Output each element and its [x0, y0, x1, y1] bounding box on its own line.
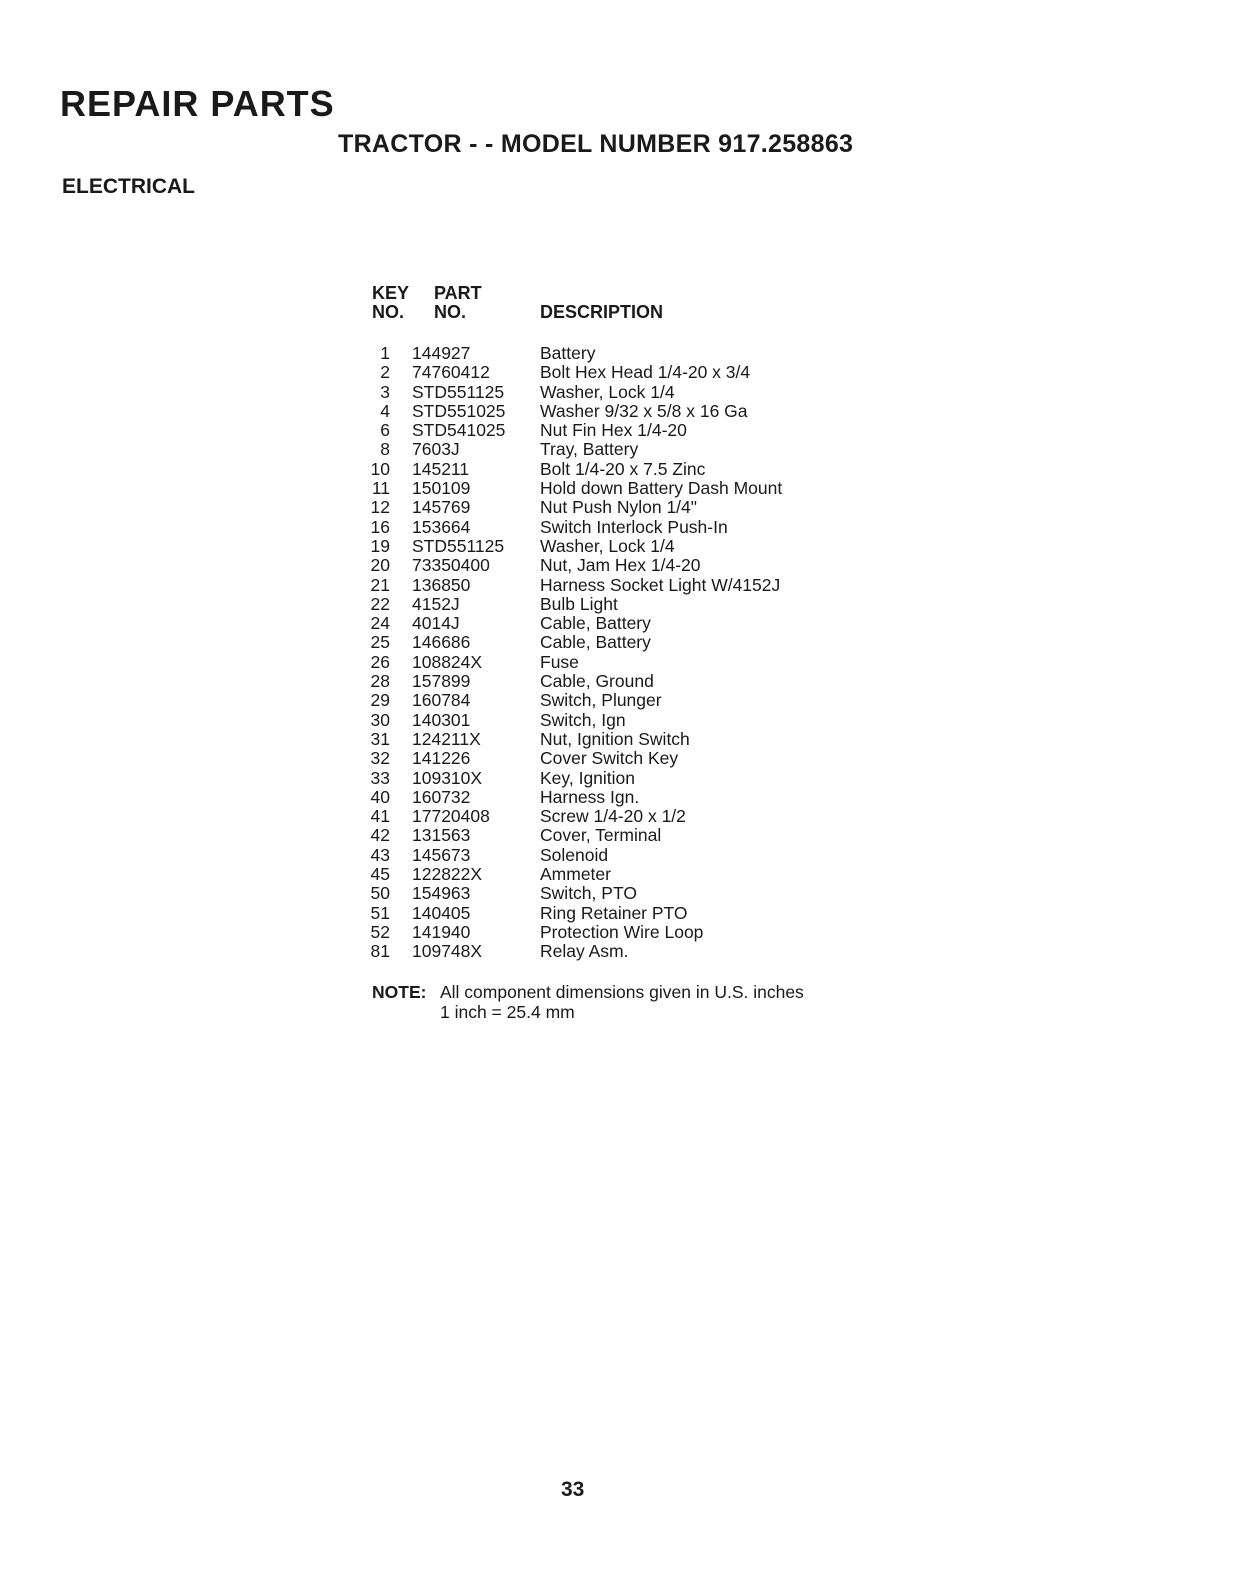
part-description: Switch Interlock Push-In	[540, 516, 728, 537]
key-no: 41	[370, 806, 390, 827]
part-description: Hold down Battery Dash Mount	[540, 478, 783, 499]
part-no: STD551125	[412, 535, 505, 556]
key-no: 8	[380, 439, 390, 460]
list-item	[370, 653, 890, 672]
part-no: 109748X	[412, 941, 483, 962]
description-header: DESCRIPTION	[540, 302, 664, 322]
list-item	[370, 749, 890, 768]
key-no: 25	[370, 632, 390, 653]
key-no: 51	[370, 902, 390, 923]
note-label: NOTE:	[372, 982, 427, 1002]
part-header-line2: NO.	[434, 302, 467, 322]
part-no: 150109	[412, 478, 471, 499]
list-item	[370, 518, 890, 537]
list-item	[370, 826, 890, 845]
part-description: Fuse	[540, 651, 579, 672]
key-no: 3	[380, 381, 390, 402]
part-no: 4014J	[412, 613, 460, 634]
part-description: Tray, Battery	[540, 439, 639, 460]
list-item	[370, 923, 890, 942]
list-item	[370, 576, 890, 595]
key-no: 21	[370, 574, 390, 595]
list-item	[370, 846, 890, 865]
part-no: 122822X	[412, 864, 483, 885]
key-no: 30	[370, 709, 390, 730]
part-no: 154963	[412, 883, 471, 904]
list-item	[370, 730, 890, 749]
part-no: 140405	[412, 902, 471, 923]
list-item	[370, 942, 890, 961]
list-item	[370, 421, 890, 440]
list-item	[370, 672, 890, 691]
part-no: 157899	[412, 671, 471, 692]
key-no: 2	[380, 362, 390, 383]
part-description: Key, Ignition	[540, 767, 636, 788]
part-no: 160784	[412, 690, 471, 711]
list-item	[370, 807, 890, 826]
key-no: 22	[370, 593, 390, 614]
part-no: 109310X	[412, 767, 483, 788]
part-description: Battery	[540, 343, 596, 363]
key-no: 12	[370, 497, 390, 518]
part-description: Switch, PTO	[540, 883, 637, 904]
part-description: Switch, Ign	[540, 709, 626, 730]
list-item	[370, 788, 890, 807]
list-item	[370, 383, 890, 402]
note-line-2: 1 inch = 25.4 mm	[440, 1001, 575, 1022]
page-number: 33	[561, 1478, 585, 1501]
list-item	[370, 614, 890, 633]
part-description: Ammeter	[540, 864, 611, 885]
part-description: Harness Ign.	[540, 786, 640, 807]
part-description: Screw 1/4-20 x 1/2	[540, 806, 686, 827]
part-description: Switch, Plunger	[540, 690, 662, 711]
list-item	[370, 402, 890, 421]
part-description: Cable, Battery	[540, 632, 651, 653]
list-item	[370, 344, 890, 363]
key-no: 24	[370, 613, 390, 634]
list-item	[370, 769, 890, 788]
part-no: 160732	[412, 786, 471, 807]
part-no: 144927	[412, 343, 471, 363]
part-no: 73350400	[412, 555, 490, 576]
part-no: 145211	[412, 458, 470, 479]
part-description: Washer, Lock 1/4	[540, 381, 675, 402]
part-description: Bolt 1/4-20 x 7.5 Zinc	[540, 458, 706, 479]
list-item	[370, 440, 890, 459]
list-item	[370, 865, 890, 884]
part-description: Washer 9/32 x 5/8 x 16 Ga	[540, 400, 748, 421]
note-line-1: All component dimensions given in U.S. inches	[440, 982, 804, 1002]
list-item	[370, 498, 890, 517]
key-no: 10	[370, 458, 390, 479]
key-no: 26	[370, 651, 390, 672]
part-description: Cover Switch Key	[540, 748, 679, 769]
part-no: 108824X	[412, 651, 483, 672]
part-no: 124211X	[412, 728, 481, 749]
list-item	[370, 595, 890, 614]
part-no: 146686	[412, 632, 471, 653]
page-title: REPAIR PARTS	[60, 83, 335, 124]
part-no: STD551025	[412, 400, 506, 421]
key-no: 33	[370, 767, 390, 788]
part-no: STD541025	[412, 420, 506, 441]
part-no: 7603J	[412, 439, 460, 460]
list-item	[370, 711, 890, 730]
section-heading: ELECTRICAL	[62, 175, 195, 198]
part-no: 141226	[412, 748, 471, 769]
part-no: 140301	[412, 709, 471, 730]
list-item	[370, 537, 890, 556]
key-no: 42	[370, 825, 390, 846]
part-description: Harness Socket Light W/4152J	[540, 574, 781, 595]
part-description: Solenoid	[540, 844, 609, 865]
key-no: 81	[370, 941, 390, 962]
part-description: Relay Asm.	[540, 941, 629, 962]
key-no: 20	[370, 555, 390, 576]
list-item	[370, 363, 890, 382]
list-item	[370, 460, 890, 479]
part-no: 4152J	[412, 593, 460, 614]
part-description: Cable, Ground	[540, 671, 654, 692]
key-no: 40	[370, 786, 390, 807]
key-no: 43	[370, 844, 390, 865]
list-item	[370, 556, 890, 575]
part-no: 145673	[412, 844, 471, 865]
part-no: 141940	[412, 921, 471, 942]
key-header-line1: KEY	[372, 283, 410, 303]
key-no: 32	[370, 748, 390, 769]
key-no: 52	[370, 921, 390, 942]
part-description: Nut, Ignition Switch	[540, 728, 690, 749]
key-no: 29	[370, 690, 390, 711]
key-no: 6	[380, 420, 390, 441]
part-no: 131563	[412, 825, 471, 846]
part-description: Nut Fin Hex 1/4-20	[540, 420, 687, 441]
key-no: 1	[380, 343, 390, 363]
list-item	[370, 904, 890, 923]
key-header-line2: NO.	[372, 302, 405, 322]
key-no: 50	[370, 883, 390, 904]
part-no: STD551125	[412, 381, 505, 402]
key-no: 45	[370, 864, 390, 885]
parts-list	[370, 344, 890, 962]
part-description: Cover, Terminal	[540, 825, 662, 846]
part-description: Bolt Hex Head 1/4-20 x 3/4	[540, 362, 751, 383]
part-description: Bulb Light	[540, 593, 618, 614]
key-no: 16	[370, 516, 390, 537]
part-description: Cable, Battery	[540, 613, 651, 634]
key-no: 28	[370, 671, 390, 692]
list-item	[370, 691, 890, 710]
part-description: Ring Retainer PTO	[540, 902, 688, 923]
part-header-line1: PART	[434, 283, 482, 303]
part-no: 145769	[412, 497, 471, 518]
model-heading: TRACTOR - - MODEL NUMBER 917.258863	[338, 130, 854, 158]
part-no: 74760412	[412, 362, 490, 383]
list-item	[370, 633, 890, 652]
list-item	[370, 479, 890, 498]
part-description: Washer, Lock 1/4	[540, 535, 675, 556]
part-description: Protection Wire Loop	[540, 921, 704, 942]
key-no: 31	[370, 728, 390, 749]
part-no: 17720408	[412, 806, 490, 827]
part-no: 153664	[412, 516, 471, 537]
key-no: 4	[380, 400, 390, 421]
part-description: Nut, Jam Hex 1/4-20	[540, 555, 701, 576]
key-no: 19	[370, 535, 390, 556]
key-no: 11	[371, 478, 390, 499]
part-no: 136850	[412, 574, 471, 595]
part-description: Nut Push Nylon 1/4"	[540, 497, 697, 518]
list-item	[370, 884, 890, 903]
